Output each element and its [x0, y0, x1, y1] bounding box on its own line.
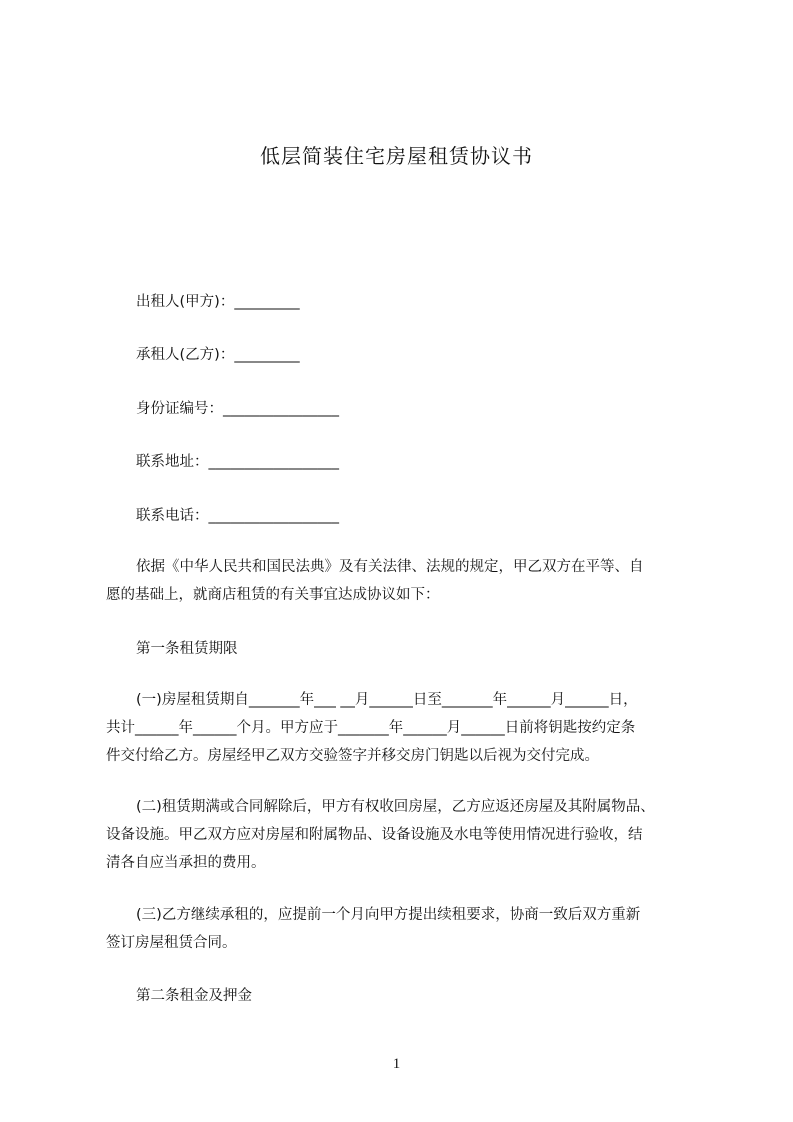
page-number: 1: [392, 1056, 401, 1072]
phone-field: 联系电话：__________________: [136, 508, 339, 524]
clause-3-line-2: 签订房屋租赁合同。: [106, 935, 237, 951]
clause-3-line-1: (三)乙方继续承租的，应提前一个月向甲方提出续租要求，协商一致后双方重新: [136, 907, 641, 923]
section-1-heading: 第一条租赁期限: [136, 641, 238, 657]
section-2-heading: 第二条租金及押金: [136, 988, 252, 1004]
lessor-field: 出租人(甲方)：_________: [136, 294, 300, 310]
address-field: 联系地址：__________________: [136, 454, 339, 470]
intro-paragraph: [106, 553, 706, 609]
clause-1-line-2: 共计______年______个月。甲方应于_______年______月______日前将钥匙按约定条: [106, 720, 636, 736]
clause-1-line-1: (一)房屋租赁期自_______年___ __月______日至_______年______月______日，: [136, 692, 638, 708]
clause-2-line-2: 设备设施。甲乙双方应对房屋和附属物品、设备设施及水电等使用情况进行验收，结: [106, 827, 643, 843]
clause-2-paragraph: [106, 793, 706, 877]
clause-2-line-3: 清各自应当承担的费用。: [106, 855, 266, 871]
clause-2-line-1: (二)租赁期满或合同解除后，甲方有权收回房屋，乙方应返还房屋及其附属物品、: [136, 799, 655, 815]
id-number-field: 身份证编号：________________: [136, 401, 339, 417]
clause-1-line-3: 件交付给乙方。房屋经甲乙双方交验签字并移交房门钥匙以后视为交付完成。: [106, 748, 599, 764]
clause-1-paragraph: [106, 686, 706, 770]
lessee-field: 承租人(乙方)：_________: [136, 347, 300, 363]
clause-3-paragraph: [106, 901, 706, 957]
document-title: 低层简装住宅房屋租赁协议书: [260, 144, 533, 168]
intro-line-1: 依据《中华人民共和国民法典》及有关法律、法规的规定，甲乙双方在平等、自: [136, 559, 644, 575]
intro-line-2: 愿的基础上，就商店租赁的有关事宜达成协议如下：: [106, 587, 440, 603]
